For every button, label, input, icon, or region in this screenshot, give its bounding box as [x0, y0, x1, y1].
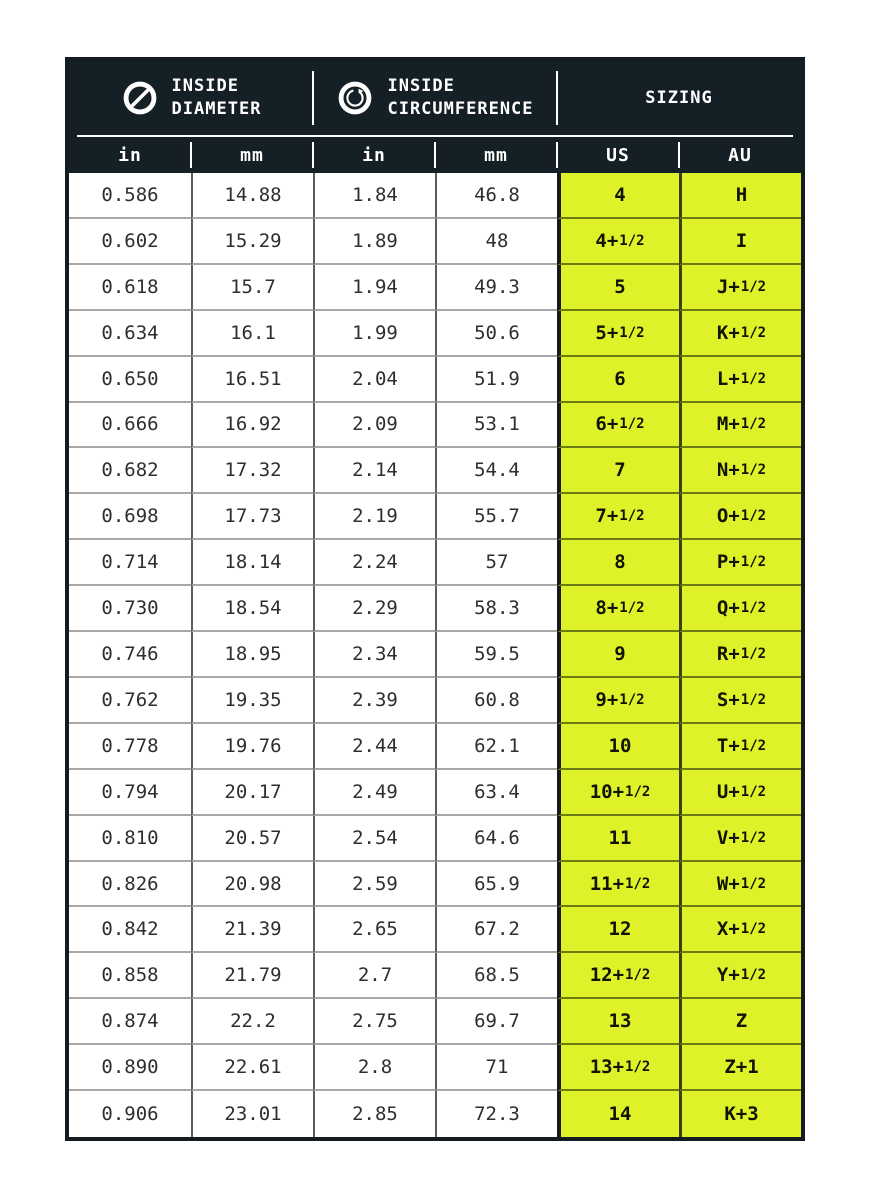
ring-size-table — [65, 57, 805, 1141]
table-cell: 2.09 — [313, 403, 435, 449]
header-group-label: SIZING — [645, 87, 713, 108]
table-cell: 0.746 — [69, 632, 191, 678]
table-cell: 68.5 — [435, 953, 557, 999]
table-cell: 2.8 — [313, 1045, 435, 1091]
table-cell: 10+ 1/2 — [557, 770, 679, 816]
table-cell: 19.76 — [191, 724, 313, 770]
table-cell: 64.6 — [435, 816, 557, 862]
table-cell: 18.54 — [191, 586, 313, 632]
table-cell: 14 — [557, 1091, 679, 1137]
table-cell: I — [679, 219, 801, 265]
table-cell: 0.730 — [69, 586, 191, 632]
table-cell: M+ 1/2 — [679, 403, 801, 449]
table-cell: 2.54 — [313, 816, 435, 862]
table-cell: 9 — [557, 632, 679, 678]
table-cell: 22.2 — [191, 999, 313, 1045]
table-cell: 53.1 — [435, 403, 557, 449]
table-cell: 62.1 — [435, 724, 557, 770]
table-cell: 0.794 — [69, 770, 191, 816]
table-cell: 54.4 — [435, 448, 557, 494]
header-group-inside-circumference — [313, 61, 557, 135]
table-cell: 0.874 — [69, 999, 191, 1045]
table-cell: 0.714 — [69, 540, 191, 586]
table-cell: 16.51 — [191, 357, 313, 403]
table-cell: J+ 1/2 — [679, 265, 801, 311]
table-cell: 49.3 — [435, 265, 557, 311]
table-cell: 65.9 — [435, 862, 557, 908]
table-cell: 15.7 — [191, 265, 313, 311]
table-cell: 2.59 — [313, 862, 435, 908]
table-cell: 2.65 — [313, 907, 435, 953]
table-cell: 20.57 — [191, 816, 313, 862]
table-cell: 59.5 — [435, 632, 557, 678]
table-cell: 2.14 — [313, 448, 435, 494]
table-cell: 46.8 — [435, 173, 557, 219]
table-cell: 5 — [557, 265, 679, 311]
table-cell: 48 — [435, 219, 557, 265]
table-cell: 2.04 — [313, 357, 435, 403]
table-cell: 20.17 — [191, 770, 313, 816]
header-group-label — [172, 75, 262, 121]
table-cell: 2.7 — [313, 953, 435, 999]
table-cell: K+3 — [679, 1091, 801, 1137]
table-cell: V+ 1/2 — [679, 816, 801, 862]
table-cell: 7 — [557, 448, 679, 494]
table-cell: 2.24 — [313, 540, 435, 586]
table-cell: 17.73 — [191, 494, 313, 540]
table-cell: 11+ 1/2 — [557, 862, 679, 908]
table-cell: 23.01 — [191, 1091, 313, 1137]
table-cell: L+ 1/2 — [679, 357, 801, 403]
table-cell: Z+1 — [679, 1045, 801, 1091]
header-group-label — [387, 75, 533, 121]
table-cell: 1.84 — [313, 173, 435, 219]
table-cell: 4 — [557, 173, 679, 219]
header-line: DIAMETER — [171, 99, 262, 119]
table-cell: 20.98 — [191, 862, 313, 908]
table-cell: 2.19 — [313, 494, 435, 540]
table-cell: 18.14 — [191, 540, 313, 586]
table-cell: 15.29 — [191, 219, 313, 265]
table-cell: W+ 1/2 — [679, 862, 801, 908]
table-cell: 69.7 — [435, 999, 557, 1045]
table-cell: 58.3 — [435, 586, 557, 632]
table-cell: 8+ 1/2 — [557, 586, 679, 632]
table-cell: 0.858 — [69, 953, 191, 999]
table-cell: 18.95 — [191, 632, 313, 678]
diameter-icon — [121, 79, 159, 117]
table-cell: 16.1 — [191, 311, 313, 357]
table-cell: K+ 1/2 — [679, 311, 801, 357]
table-cell: 67.2 — [435, 907, 557, 953]
table-cell: 0.826 — [69, 862, 191, 908]
header-line: INSIDE — [171, 76, 239, 97]
table-cell: 16.92 — [191, 403, 313, 449]
table-cell: 4+ 1/2 — [557, 219, 679, 265]
table-cell: Q+ 1/2 — [679, 586, 801, 632]
table-cell: U+ 1/2 — [679, 770, 801, 816]
table-cell: N+ 1/2 — [679, 448, 801, 494]
table-cell: 21.39 — [191, 907, 313, 953]
table-cell: 1.94 — [313, 265, 435, 311]
table-cell: 9+ 1/2 — [557, 678, 679, 724]
table-cell: 55.7 — [435, 494, 557, 540]
table-cell: 63.4 — [435, 770, 557, 816]
table-cell: 10 — [557, 724, 679, 770]
table-cell: 50.6 — [435, 311, 557, 357]
table-cell: 0.810 — [69, 816, 191, 862]
column-header-mm: mm — [435, 137, 557, 173]
table-cell: 1.89 — [313, 219, 435, 265]
table-cell: 0.906 — [69, 1091, 191, 1137]
table-cell: 0.634 — [69, 311, 191, 357]
table-cell: 6+ 1/2 — [557, 403, 679, 449]
table-cell: 2.44 — [313, 724, 435, 770]
table-cell: 8 — [557, 540, 679, 586]
column-header-mm: mm — [191, 137, 313, 173]
circumference-icon — [336, 79, 374, 117]
table-cell: 1.99 — [313, 311, 435, 357]
table-cell: 6 — [557, 357, 679, 403]
table-cell: 21.79 — [191, 953, 313, 999]
table-cell: 19.35 — [191, 678, 313, 724]
table-cell: P+ 1/2 — [679, 540, 801, 586]
column-header-au: AU — [679, 137, 801, 173]
table-cell: H — [679, 173, 801, 219]
table-cell: 0.618 — [69, 265, 191, 311]
header-group-row — [69, 61, 801, 135]
table-body — [69, 173, 801, 1137]
table-cell: 51.9 — [435, 357, 557, 403]
table-cell: 2.49 — [313, 770, 435, 816]
table-cell: 0.666 — [69, 403, 191, 449]
table-cell: 5+ 1/2 — [557, 311, 679, 357]
table-cell: R+ 1/2 — [679, 632, 801, 678]
table-cell: 0.778 — [69, 724, 191, 770]
table-cell: 0.602 — [69, 219, 191, 265]
column-header-in: in — [313, 137, 435, 173]
table-cell: 72.3 — [435, 1091, 557, 1137]
table-cell: 12 — [557, 907, 679, 953]
table-cell: 0.890 — [69, 1045, 191, 1091]
table-header — [69, 61, 801, 173]
table-cell: 0.682 — [69, 448, 191, 494]
column-header-in: in — [118, 144, 142, 166]
header-group-inside-diameter — [69, 61, 313, 135]
table-cell: 22.61 — [191, 1045, 313, 1091]
table-cell: 60.8 — [435, 678, 557, 724]
column-header-us: US — [557, 137, 679, 173]
table-cell: Z — [679, 999, 801, 1045]
table-cell: 71 — [435, 1045, 557, 1091]
table-cell: 13 — [557, 999, 679, 1045]
table-cell: Y+ 1/2 — [679, 953, 801, 999]
header-group-sizing — [557, 61, 801, 135]
table-cell: S+ 1/2 — [679, 678, 801, 724]
table-cell: 12+ 1/2 — [557, 953, 679, 999]
table-cell: 57 — [435, 540, 557, 586]
table-cell: X+ 1/2 — [679, 907, 801, 953]
header-line: INSIDE — [387, 76, 455, 97]
table-cell: 0.842 — [69, 907, 191, 953]
table-cell: 13+ 1/2 — [557, 1045, 679, 1091]
table-cell: 2.75 — [313, 999, 435, 1045]
table-cell: O+ 1/2 — [679, 494, 801, 540]
table-cell: T+ 1/2 — [679, 724, 801, 770]
table-cell: 14.88 — [191, 173, 313, 219]
table-cell: 0.586 — [69, 173, 191, 219]
table-cell: 0.698 — [69, 494, 191, 540]
header-line: CIRCUMFERENCE — [387, 99, 534, 119]
table-cell: 2.34 — [313, 632, 435, 678]
table-cell: 2.29 — [313, 586, 435, 632]
sub-header-row — [69, 137, 801, 173]
table-cell: 0.650 — [69, 357, 191, 403]
table-cell: 17.32 — [191, 448, 313, 494]
table-cell: 2.39 — [313, 678, 435, 724]
table-cell: 7+ 1/2 — [557, 494, 679, 540]
table-cell: 0.762 — [69, 678, 191, 724]
table-cell: 11 — [557, 816, 679, 862]
table-cell: 2.85 — [313, 1091, 435, 1137]
